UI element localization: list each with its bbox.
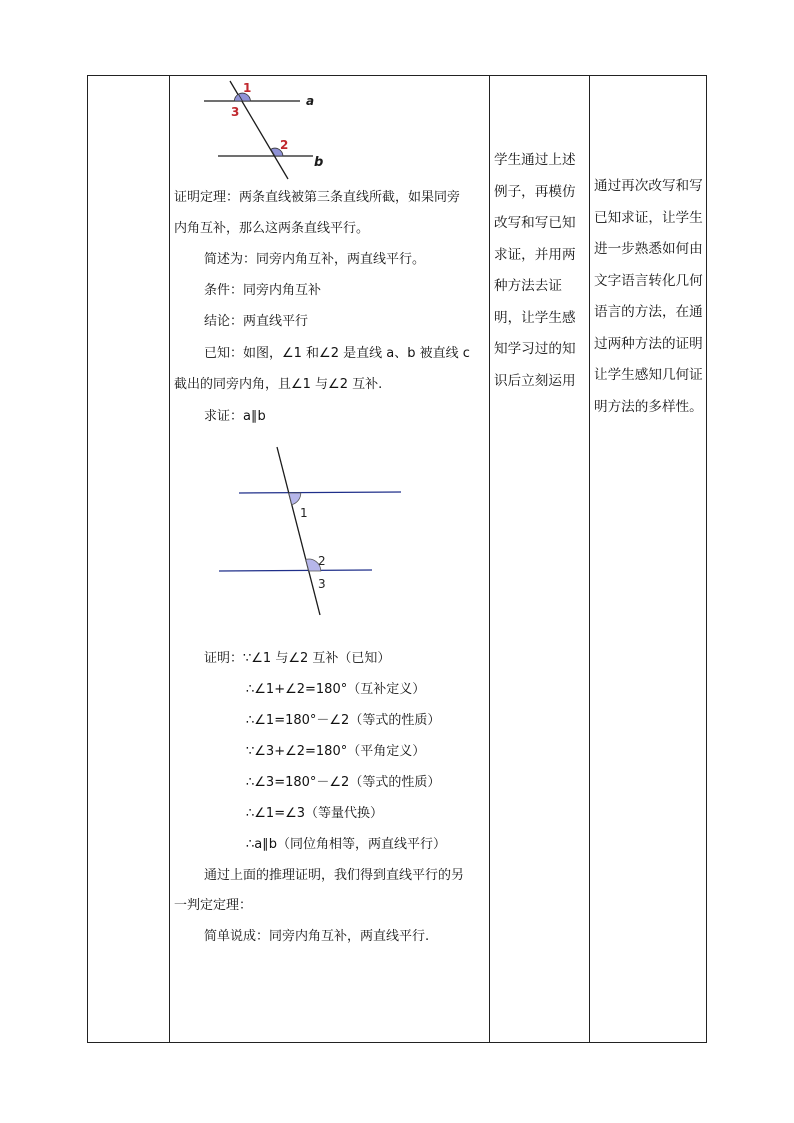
given-text: 已知：如图，∠1 和∠2 是直线 a、b 被直线 c (204, 346, 470, 361)
theorem-text: 证明定理：两条直线被第三条直线所截，如果同旁 (174, 190, 461, 205)
lesson-table (87, 75, 707, 1043)
summary-text: 简述为：同旁内角互补，两直线平行。 (204, 252, 426, 267)
mid-label-3: 3 (318, 577, 326, 591)
mid-parallel-lines-diagram (215, 442, 415, 622)
column-divider (489, 76, 490, 1042)
design-intent-text: 通过再次改写和写已知求证，让学生进一步熟悉如何由文字语言转化几何语言的方法，在通过两种方法的证明让学生感知几何证明方法的多样性。 (594, 178, 703, 415)
theorem-text-cont: 内角互补，那么这两条直线平行。 (174, 221, 370, 236)
top-label-1: 1 (243, 81, 252, 95)
angle-1-mark (289, 493, 301, 505)
student-activity-text: 学生通过上述例子，再模仿改写和写已知求证，并用两种方法去证明，让学生感知学习过的知识后立刻运用 (494, 152, 576, 389)
prove-text: 求证：a∥b (204, 409, 266, 424)
proof-line-2: ∴∠1+∠2=180°（互补定义） (246, 682, 426, 697)
teaching-content-cell (170, 76, 489, 1042)
mid-label-1: 1 (300, 506, 308, 520)
proof-line-5: ∴∠3=180°－∠2（等式的性质） (246, 775, 441, 790)
top-parallel-lines-diagram (200, 79, 340, 183)
proof-line-7: ∴a∥b（同位角相等，两直线平行） (246, 837, 446, 852)
closing-line-1: 通过上面的推理证明，我们得到直线平行的另 (204, 868, 465, 883)
top-label-b: b (314, 155, 324, 170)
upper-line (239, 492, 401, 493)
closing-line-2: 一判定定理： (174, 898, 253, 913)
proof-line-3: ∴∠1=180°－∠2（等式的性质） (246, 713, 441, 728)
transversal-line (277, 447, 320, 615)
proof-line-1: 证明：∵∠1 与∠2 互补（已知） (204, 651, 391, 666)
top-label-3: 3 (231, 105, 240, 119)
top-label-a: a (306, 94, 315, 108)
mid-label-2: 2 (318, 554, 326, 568)
given-text-cont: 截出的同旁内角，且∠1 与∠2 互补. (174, 377, 383, 392)
conclusion-text: 结论：两直线平行 (204, 314, 309, 329)
proof-line-6: ∴∠1=∠3（等量代换） (246, 806, 384, 821)
closing-line-3: 简单说成：同旁内角互补，两直线平行. (204, 929, 430, 944)
top-label-2: 2 (280, 138, 289, 152)
lower-line (219, 570, 372, 571)
condition-text: 条件：同旁内角互补 (204, 283, 322, 298)
proof-line-4: ∵∠3+∠2=180°（平角定义） (246, 744, 426, 759)
column-divider (589, 76, 590, 1042)
